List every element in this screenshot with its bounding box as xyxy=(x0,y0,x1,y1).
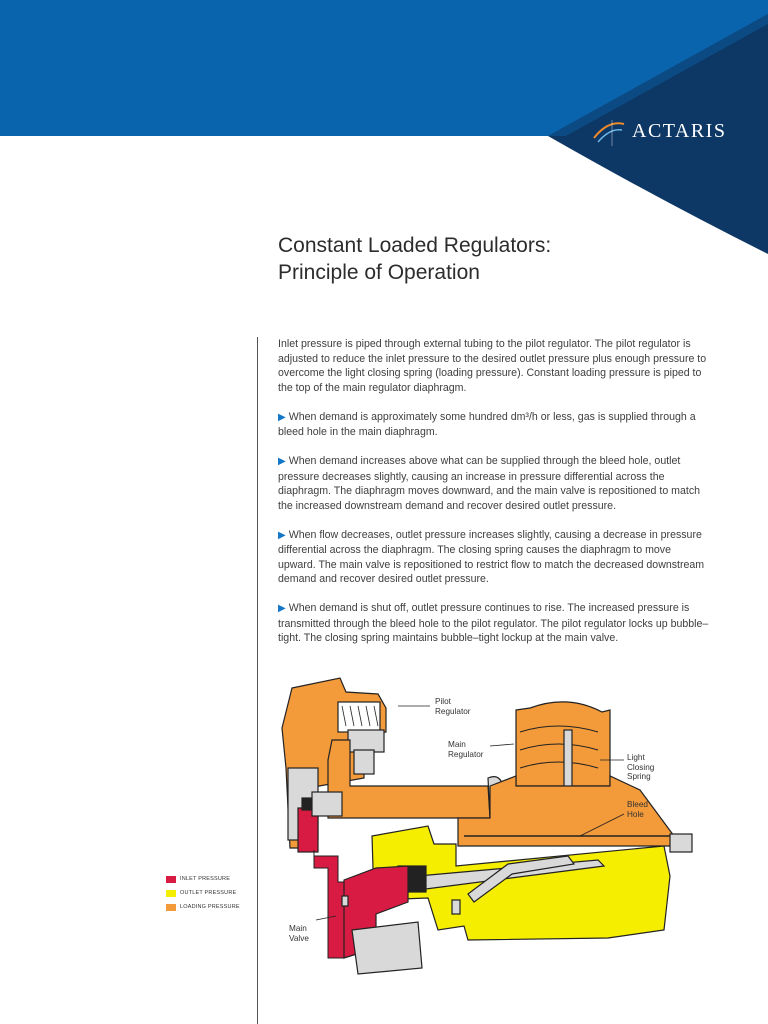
title-line-1: Constant Loaded Regulators: xyxy=(278,234,552,257)
body-text xyxy=(278,337,710,660)
paragraph-flow-decrease: ▶ When flow decreases, outlet pressure increases slightly, causing a decrease in pressure differential across the diaphragm. The closing spring causes the diaphragm to move upward. The main valve is repositioned to restrict flow to match the decreased downstream demand and recover desired outlet pressure. xyxy=(278,528,705,585)
legend-item-outlet: OUTLET PRESSURE xyxy=(166,886,240,900)
legend-item-loading: LOADING PRESSURE xyxy=(166,900,240,914)
vertical-divider xyxy=(257,337,258,1024)
legend-item-inlet: INLET PRESSURE xyxy=(166,872,240,886)
page-title xyxy=(278,232,718,286)
brand-name: ACTARIS xyxy=(632,120,727,142)
label-main-regulator: Main Regulator xyxy=(448,740,484,759)
bullet-arrow-icon: ▶ xyxy=(278,603,286,614)
label-light-closing-spring: Light Closing Spring xyxy=(627,753,655,781)
paragraph-shutoff: ▶ When demand is shut off, outlet pressure continues to rise. The increased pressure is transmitted through the bleed hole to the pilot regulator. The pilot regulator locks up bubble–tight. The closing spring maintains bubble–tight lockup at the main valve. xyxy=(278,602,709,644)
regulator-diagram xyxy=(268,668,718,978)
bullet-arrow-icon: ▶ xyxy=(278,529,286,541)
paragraph-bleed: ▶ When demand is approximately some hundred dm³/h or less, gas is supplied through a bleed hole in the main diaphragm. xyxy=(278,410,696,438)
label-pilot-regulator: Pilot Regulator xyxy=(435,697,471,716)
title-line-2: Principle of Operation xyxy=(278,261,480,284)
label-main-valve: Main Valve xyxy=(289,924,309,943)
legend-swatch xyxy=(166,904,176,911)
pressure-legend xyxy=(166,872,240,914)
legend-swatch xyxy=(166,876,176,883)
bullet-arrow-icon: ▶ xyxy=(278,411,286,423)
paragraph-intro: Inlet pressure is piped through external tubing to the pilot regulator. The pilot regulator is adjusted to reduce the inlet pressure to the desired outlet pressure plus enough pressure to overcome the light closing spring (loading pressure). Constant loading pressure is piped to the top of the main regulator diaphragm. xyxy=(278,338,707,394)
legend-swatch xyxy=(166,890,176,897)
bullet-arrow-icon: ▶ xyxy=(278,456,286,467)
label-bleed-hole: Bleed Hole xyxy=(627,800,648,819)
paragraph-demand-increase: ▶ When demand increases above what can be supplied through the bleed hole, outlet pressure decreases slightly, causing an increase in pressure differential across the diaphragm. The diaphragm moves downward, and the main valve is repositioned to match the increased downstream demand and recover desired outlet pressure. xyxy=(278,455,701,512)
